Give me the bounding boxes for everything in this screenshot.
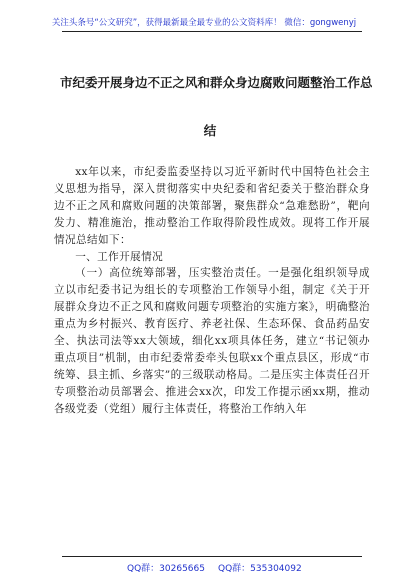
footer-divider [62, 556, 362, 557]
intro-paragraph: xx年以来，市纪委监委坚持以习近平新时代中国特色社会主义思想为指导，深入贯彻落实中央纪委和省纪委关于整治群众身边不正之风和腐败问题的决策部署，聚焦群众“急难愁盼”，靶向发力、精准施治，推动整治工作取得阶段性成效。现将工作开展情况总结如下： [54, 166, 370, 246]
header-banner: 关注头条号“公文研究”，获得最新最全最专业的公文资料库！ 微信：gongwenyj [51, 18, 357, 28]
header-divider [62, 31, 362, 32]
document-title-line-1: 市纪委开展身边不正之风和群众身边腐败问题整治工作总 [60, 75, 373, 90]
footer-qq-group-2: QQ群：535304092 [218, 564, 302, 574]
document-title-line-2: 结 [203, 123, 217, 138]
section-heading: 一、工作开展情况 [75, 250, 164, 263]
document-body [54, 164, 370, 418]
footer-qq-group-1: QQ群：30265665 [127, 564, 205, 574]
section-paragraph: （一）高位统筹部署，压实整治责任。一是强化组织领导成立以市纪委书记为组长的专项整治工作领导小组，制定《关于开展群众身边不正之风和腐败问题专项整治的实施方案》，明确整治重点为乡村振兴、教育医疗、养老社保、生态环保、食品药品安全、执法司法等xx大领域，细化xx项具体任务，建立“书记领办重点项目”机制，由市纪委常委牵头包联xx个重点县区，形成“市统筹、县主抓、乡落实”的三级联动格局。二是压实主体责任召开专项整治动员部署会、推进会xx次，印发工作提示函xx期，推动各级党委（党组）履行主体责任，将整治工作纳入年 [54, 267, 370, 415]
